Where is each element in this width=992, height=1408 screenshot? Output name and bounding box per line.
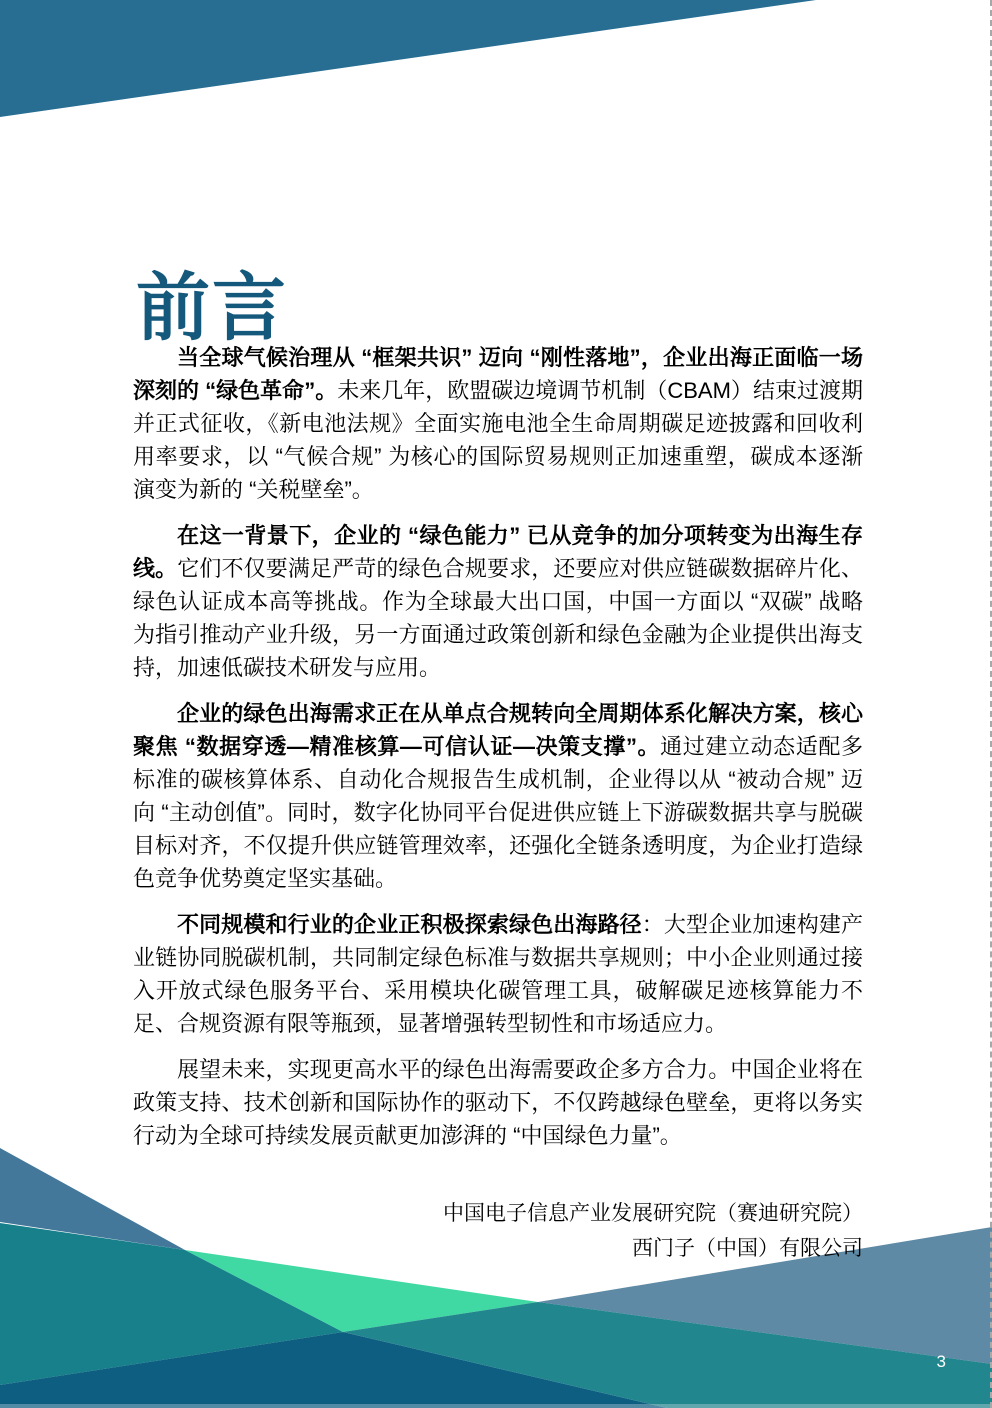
paragraph: [133, 697, 863, 895]
paragraph-body: ：大型企业加速构建产业链协同脱碳机制，共同制定绿色标准与数据共享规则；中小企业则通过接入开放式绿色服务平台、采用模块化碳管理工具，破解碳足迹核算能力不足、合规资源有限等瓶颈，显著增强转型韧性和市场适应力。: [133, 912, 863, 1036]
paragraph-lead-bold: 企业的绿色出海需求正在从单点合规转向全周期体系化解决方案，核心聚焦 “数据穿透—精准核算—可信认证—决策支撑”。: [133, 701, 863, 759]
attribution-line-siemens: 西门子（中国）有限公司: [632, 1237, 863, 1260]
paragraph-body: 通过建立动态适配多标准的碳核算体系、自动化合规报告生成机制，企业得以从 “被动合规” 迈向 “主动创值”。同时，数字化协同平台促进供应链上下游碳数据共享与脱碳目标对齐，不仅提升供应链管理效率，还强化全链条透明度，为企业打造绿色竞争优势奠定坚实基础。: [133, 734, 863, 891]
paragraph-lead-bold: 在这一背景下，企业的 “绿色能力” 已从竞争的加分项转变为出海生存线。: [133, 523, 863, 581]
page-title: 前言: [136, 265, 288, 349]
paragraph: [133, 1053, 863, 1152]
paragraph-body: 未来几年，欧盟碳边境调节机制（CBAM）结束过渡期并正式征收，《新电池法规》全面实施电池全生命周期碳足迹披露和回收利用率要求，以 “气候合规” 为核心的国际贸易规则正加速重塑，碳成本逐渐演变为新的 “关税壁垒”。: [133, 378, 863, 502]
bottom-edge-highlight: [0, 1404, 992, 1408]
paragraph-body: 它们不仅要满足严苛的绿色合规要求，还要应对供应链碳数据碎片化、绿色认证成本高等挑战。作为全球最大出口国，中国一方面以 “双碳” 战略为指引推动产业升级，另一方面通过政策创新和绿色金融为企业提供出海支持，加速低碳技术研发与应用。: [133, 556, 863, 680]
paragraph-lead-bold: 不同规模和行业的企业正积极探索绿色出海路径: [177, 912, 642, 937]
body-text: [133, 341, 863, 1165]
paragraph-lead-bold: 当全球气候治理从 “框架共识” 迈向 “刚性落地”，企业出海正面临一场深刻的 “绿色革命”。: [133, 345, 863, 403]
paragraph-body: 展望未来，实现更高水平的绿色出海需要政企多方合力。中国企业将在政策支持、技术创新和国际协作的驱动下，不仅跨越绿色壁垒，更将以务实行动为全球可持续发展贡献更加澎湃的 “中国绿色力量”。: [133, 1057, 863, 1148]
paragraph: [133, 519, 863, 684]
header-banner-shape: [0, 0, 816, 117]
page-number: 3: [936, 1352, 946, 1371]
paragraph: [133, 908, 863, 1040]
paragraph: [133, 341, 863, 506]
attribution-line-cesi: 中国电子信息产业发展研究院（赛迪研究院）: [443, 1202, 863, 1225]
attribution-block: [443, 1196, 863, 1266]
